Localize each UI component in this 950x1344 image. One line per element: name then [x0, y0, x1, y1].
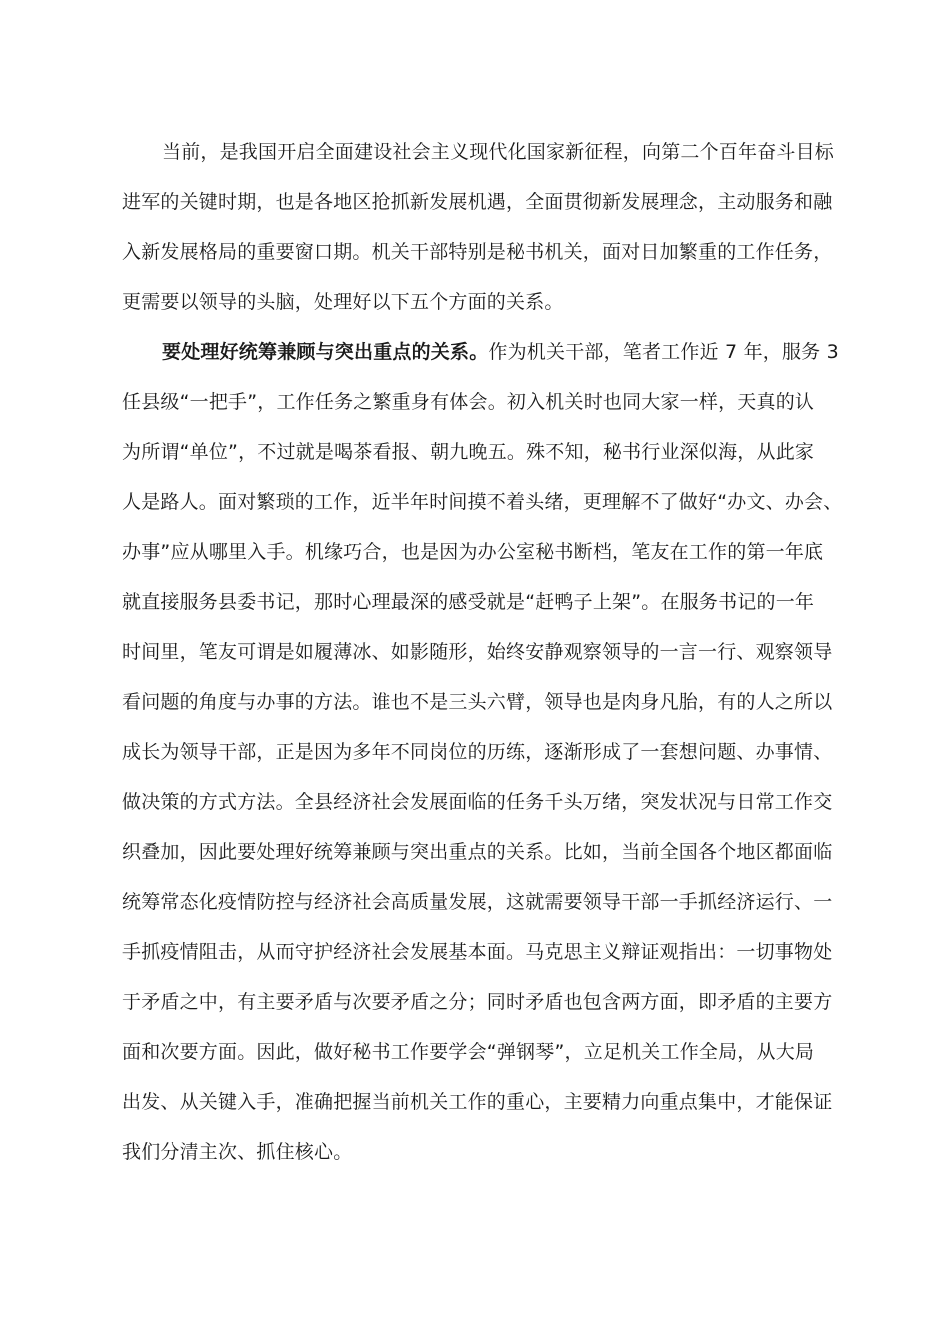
paragraph-line: 做决策的方式方法。全县经济社会发展面临的任务千头万绪，突发状况与日常工作交 [122, 791, 833, 813]
paragraph-line: 时间里，笔友可谓是如履薄冰、如影随形，始终安静观察领导的一言一行、观察领导 [122, 641, 833, 663]
paragraph-line: 进军的关键时期，也是各地区抢抓新发展机遇，全面贯彻新发展理念，主动服务和融 [122, 191, 833, 213]
paragraph-line: 为所谓“单位”，不过就是喝茶看报、朝九晚五。殊不知，秘书行业深似海，从此家 [122, 441, 815, 463]
paragraph-line: 出发、从关键入手，准确把握当前机关工作的重心，主要精力向重点集中，才能保证 [122, 1091, 833, 1113]
paragraph-line: 任县级“一把手”，工作任务之繁重身有体会。初入机关时也同大家一样，天真的认 [122, 391, 815, 413]
paragraph-line: 入新发展格局的重要窗口期。机关干部特别是秘书机关，面对日加繁重的工作任务， [122, 241, 833, 263]
paragraph-line: 办事”应从哪里入手。机缘巧合，也是因为办公室秘书断档，笔友在工作的第一年底 [122, 541, 824, 563]
paragraph-line: 当前，是我国开启全面建设社会主义现代化国家新征程，向第二个百年奋斗目标 [162, 141, 835, 163]
paragraph-line: 织叠加，因此要处理好统筹兼顾与突出重点的关系。比如，当前全国各个地区都面临 [122, 841, 833, 863]
paragraph-line: 看问题的角度与办事的方法。谁也不是三头六臂，领导也是肉身凡胎，有的人之所以 [122, 691, 833, 713]
paragraph-line: 于矛盾之中，有主要矛盾与次要矛盾之分；同时矛盾也包含两方面，即矛盾的主要方 [122, 991, 833, 1013]
paragraph-first-line [162, 339, 839, 365]
paragraph-line: 面和次要方面。因此，做好秘书工作要学会“弹钢琴”，立足机关工作全局，从大局 [122, 1041, 815, 1063]
paragraph-line: 人是路人。面对繁琐的工作，近半年时间摸不着头绪，更理解不了做好“办文、办会、 [122, 491, 843, 513]
paragraph-line: 统筹常态化疫情防控与经济社会高质量发展，这就需要领导干部一手抓经济运行、一 [122, 891, 833, 913]
paragraph-line: 就直接服务县委书记，那时心理最深的感受就是“赶鸭子上架”。在服务书记的一年 [122, 591, 815, 613]
section-heading: 要处理好统筹兼顾与突出重点的关系。 [162, 341, 489, 363]
paragraph-line: 更需要以领导的头脑，处理好以下五个方面的关系。 [122, 291, 564, 313]
paragraph-line: 成长为领导干部，正是因为多年不同岗位的历练，逐渐形成了一套想问题、办事情、 [122, 741, 833, 763]
paragraph-line: 我们分清主次、抓住核心。 [122, 1141, 353, 1163]
paragraph-text: 作为机关干部，笔者工作近 7 年，服务 3 [488, 341, 839, 363]
paragraph-line: 手抓疫情阻击，从而守护经济社会发展基本面。马克思主义辩证观指出：一切事物处 [122, 941, 833, 963]
